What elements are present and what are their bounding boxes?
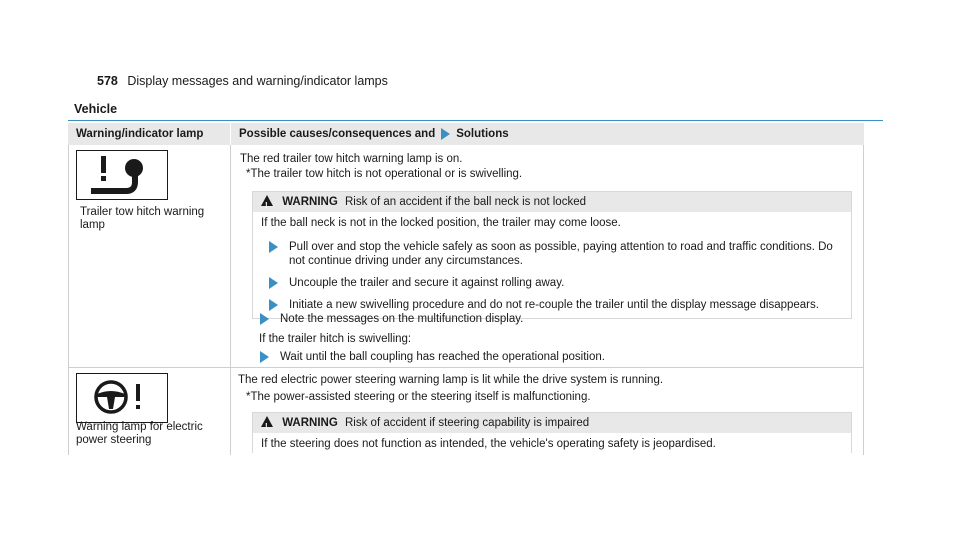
cause-detail-text: *The power-assisted steering or the steering itself is malfunctioning.: [246, 391, 591, 403]
trailer-hitch-warning-icon: [76, 150, 168, 200]
arrow-icon: [269, 299, 278, 311]
power-steering-warning-icon: [76, 373, 168, 423]
warning-box-trailer: [252, 191, 852, 319]
lamp-table: [68, 123, 864, 455]
section-divider: [68, 120, 883, 121]
list-item: Initiate a new swivelling procedure and do not re-couple the trailer until the display message disappears.: [261, 298, 843, 312]
condition-text: If the trailer hitch is swivelling:: [259, 333, 412, 345]
warning-triangle-icon: [261, 195, 273, 206]
warning-header: [253, 413, 851, 433]
table-border-left: [68, 145, 69, 455]
cause-text: The red electric power steering warning lamp is lit while the drive system is running.: [238, 374, 664, 386]
page-title: Display messages and warning/indicator lamps: [127, 74, 388, 88]
list-item: Pull over and stop the vehicle safely as soon as possible, paying attention to road and traffic conditions. Do not continue driving under any circumstances.: [261, 240, 843, 268]
warning-label: WARNING: [282, 196, 338, 208]
warning-header: [253, 192, 851, 212]
warning-text: If the steering does not function as intended, the vehicle's operating safety is jeopardised.: [261, 438, 716, 450]
col-header-causes-text: Possible causes/consequences and: [239, 128, 436, 140]
arrow-icon: [269, 241, 278, 253]
warning-title: Risk of an accident if the ball neck is not locked: [345, 196, 586, 208]
arrow-icon: [269, 277, 278, 289]
list-item: Uncouple the trailer and secure it against rolling away.: [261, 276, 843, 290]
table-border-middle: [230, 145, 231, 455]
page-header: [97, 74, 388, 88]
warning-triangle-icon: [261, 416, 273, 427]
lamp-label-trailer: Trailer tow hitch warning lamp: [80, 206, 205, 231]
page-number: 578: [97, 74, 118, 88]
row-divider: [68, 367, 864, 368]
warning-text: If the ball neck is not in the locked position, the trailer may come loose.: [261, 217, 621, 229]
cause-detail-text: *The trailer tow hitch is not operational or is swivelling.: [246, 168, 523, 180]
lamp-label-steering: Warning lamp for electric power steering: [76, 421, 203, 446]
section-title: Vehicle: [74, 102, 118, 116]
table-border-right: [863, 145, 864, 455]
warning-title: Risk of accident if steering capability is impaired: [345, 417, 590, 429]
arrow-icon: [260, 313, 269, 325]
arrow-icon: [260, 351, 269, 363]
warning-box-steering: [252, 412, 852, 453]
note-item: Note the messages on the multifunction display.: [252, 312, 523, 326]
arrow-icon: [441, 128, 450, 140]
warning-label: WARNING: [282, 417, 338, 429]
step-item: Wait until the ball coupling has reached the operational position.: [252, 350, 605, 364]
cause-text: The red trailer tow hitch warning lamp is on.: [240, 153, 463, 165]
section-header: [68, 102, 883, 121]
col-header-solutions-text: Solutions: [456, 128, 509, 140]
col-header-causes: [231, 123, 864, 145]
col-header-lamp: Warning/indicator lamp: [68, 123, 230, 145]
